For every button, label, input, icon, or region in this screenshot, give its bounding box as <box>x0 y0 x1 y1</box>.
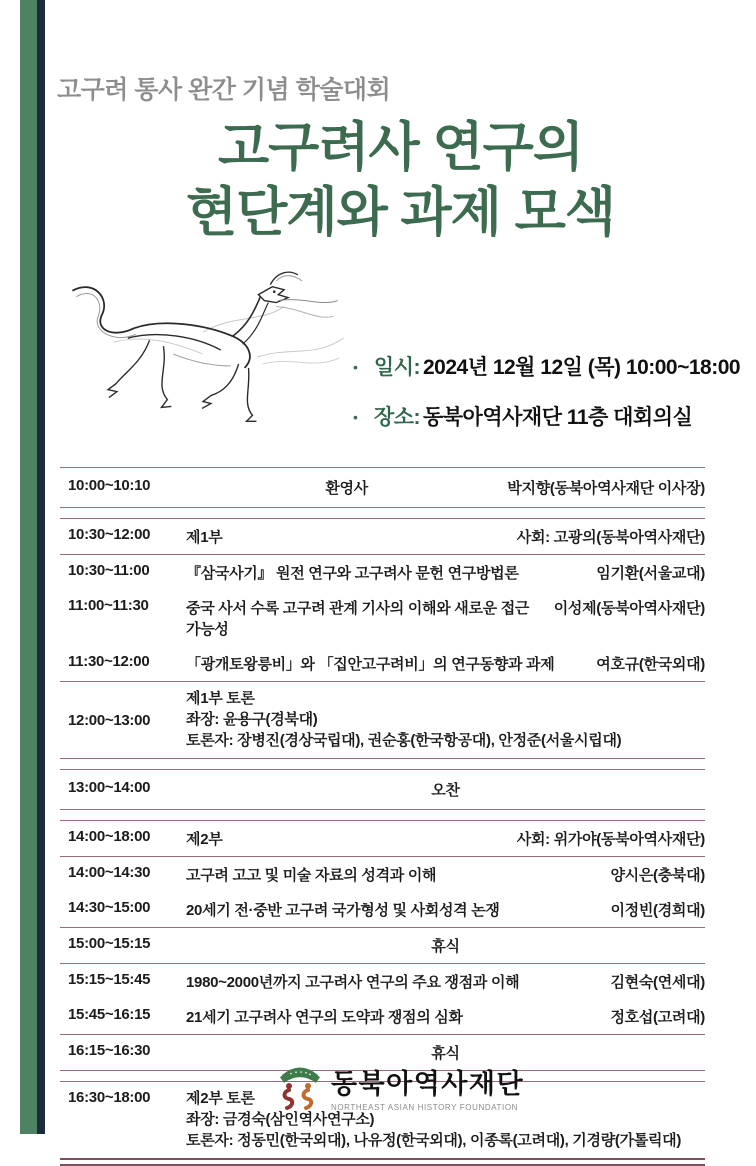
organization-name-kr: 동북아역사재단 <box>330 1069 525 1099</box>
break-cell: 오찬 <box>431 782 460 800</box>
event-info <box>353 351 740 453</box>
schedule-row-part1 <box>60 519 705 554</box>
paper-title-cell: 중국 사서 수록 고구려 관계 기사의 이해와 새로운 접근 가능성 <box>186 600 530 639</box>
organization-logo <box>277 1062 524 1112</box>
paper-title-cell: 20세기 전·중반 고구려 국가형성 및 사회성격 논쟁 <box>186 902 500 920</box>
poster-content <box>45 0 756 1149</box>
page-title <box>45 116 756 245</box>
schedule-row <box>60 646 705 681</box>
datetime-value: 2024년 12월 12일 (목) 10:00~18:00 <box>422 356 741 380</box>
time-cell: 13:00~14:00 <box>68 779 151 797</box>
location-label: 장소: <box>373 406 420 430</box>
bullet-icon: • <box>353 359 358 376</box>
discussion-title: 제2부 토론 <box>186 1090 255 1108</box>
break-cell: 휴식 <box>431 1045 460 1063</box>
time-cell: 10:30~12:00 <box>68 526 151 544</box>
time-cell: 11:00~11:30 <box>68 597 149 615</box>
table-rule <box>60 809 705 821</box>
location-value: 동북아역사재단 11층 대회의실 <box>422 406 693 430</box>
event-location <box>353 401 740 431</box>
time-cell: 10:30~11:00 <box>68 562 150 580</box>
time-cell: 14:00~14:30 <box>68 864 151 882</box>
discussion-panel: 토론자: 정동민(한국외대), 나유정(한국외대), 이종록(고려대), 기경량(가톨릭대) <box>186 1131 682 1149</box>
event-datetime <box>353 351 740 381</box>
discussion-cell <box>186 689 705 751</box>
paper-title-cell: 『삼국사기』 원전 연구와 고구려사 문헌 연구방법론 <box>186 565 519 583</box>
dragon-illustration <box>53 263 353 451</box>
time-cell: 14:30~15:00 <box>68 899 151 917</box>
moderator-cell: 사회: 고광의(동북아역사재단) <box>516 529 705 547</box>
nahf-logo-icon <box>277 1064 323 1114</box>
schedule-row-lunch <box>60 770 705 809</box>
paper-title-cell: 21세기 고구려사 연구의 도약과 쟁점의 심화 <box>186 1009 463 1027</box>
discussion-title: 제1부 토론 <box>186 690 255 708</box>
speaker-cell: 이성제(동북아역사재단) <box>553 600 705 618</box>
time-cell: 16:30~18:00 <box>68 1089 151 1107</box>
schedule-row <box>60 555 705 590</box>
left-green-bar <box>20 0 37 1134</box>
organization-name <box>331 1062 524 1112</box>
time-cell: 15:00~15:15 <box>68 935 151 953</box>
schedule-row-part2 <box>60 821 705 856</box>
left-navy-bar <box>37 0 45 1134</box>
event-subtitle: 고구려 통사 완간 기념 학술대회 <box>57 76 391 104</box>
speaker-cell: 김현숙(연세대) <box>610 974 705 992</box>
schedule-row-discussion1 <box>60 682 705 758</box>
schedule-row <box>60 892 705 927</box>
time-cell: 11:30~12:00 <box>68 653 150 671</box>
moderator-cell: 사회: 위가야(동북아역사재단) <box>516 831 705 849</box>
paper-title-cell: 「광개토왕릉비」와 「집안고구려비」의 연구동향과 과제 <box>186 656 555 674</box>
time-cell: 16:15~16:30 <box>68 1042 151 1060</box>
table-rule-final <box>60 1158 705 1166</box>
schedule-row-welcome <box>60 468 705 507</box>
schedule-row <box>60 590 705 646</box>
table-rule <box>60 758 705 770</box>
session-cell: 제1부 <box>186 529 223 547</box>
schedule-row <box>60 999 705 1034</box>
time-cell: 15:15~15:45 <box>68 971 151 989</box>
session-cell: 환영사 <box>325 480 368 498</box>
time-cell: 12:00~13:00 <box>68 711 151 729</box>
time-cell: 14:00~18:00 <box>68 828 151 846</box>
title-line-1: 고구려사 연구의 <box>217 118 584 177</box>
title-line-2: 현단계와 과제 모색 <box>185 182 616 242</box>
paper-title-cell: 1980~2000년까지 고구려사 연구의 주요 쟁점과 이해 <box>186 974 520 992</box>
speaker-cell: 임기환(서울교대) <box>596 565 705 583</box>
schedule-row-break <box>60 928 705 963</box>
discussion-chair: 좌장: 금경숙(삼인역사연구소) <box>186 1111 375 1129</box>
datetime-label: 일시: <box>373 356 420 380</box>
table-rule <box>60 507 705 519</box>
schedule-row <box>60 857 705 892</box>
speaker-cell: 양시은(충북대) <box>610 867 705 885</box>
hero-section <box>45 263 756 453</box>
bullet-icon: • <box>353 409 358 426</box>
discussion-chair: 좌장: 윤용구(경북대) <box>186 711 318 728</box>
session-cell: 제2부 <box>186 831 223 849</box>
time-cell: 15:45~16:15 <box>68 1006 151 1024</box>
organization-name-en: NORTHEAST ASIAN HISTORY FOUNDATION <box>330 1103 519 1112</box>
time-cell: 10:00~10:10 <box>68 477 151 495</box>
speaker-cell: 여호규(한국외대) <box>596 656 705 674</box>
speaker-cell: 박지향(동북아역사재단 이사장) <box>507 480 705 498</box>
schedule-row <box>60 964 705 999</box>
footer <box>45 1062 756 1112</box>
speaker-cell: 이정빈(경희대) <box>610 902 705 920</box>
paper-title-cell: 고구려 고고 및 미술 자료의 성격과 이해 <box>186 867 437 885</box>
break-cell: 휴식 <box>431 938 460 956</box>
speaker-cell: 정호섭(고려대) <box>610 1009 705 1027</box>
discussion-panel: 토론자: 장병진(경상국립대), 권순홍(한국항공대), 안정준(서울시립대) <box>186 731 622 749</box>
